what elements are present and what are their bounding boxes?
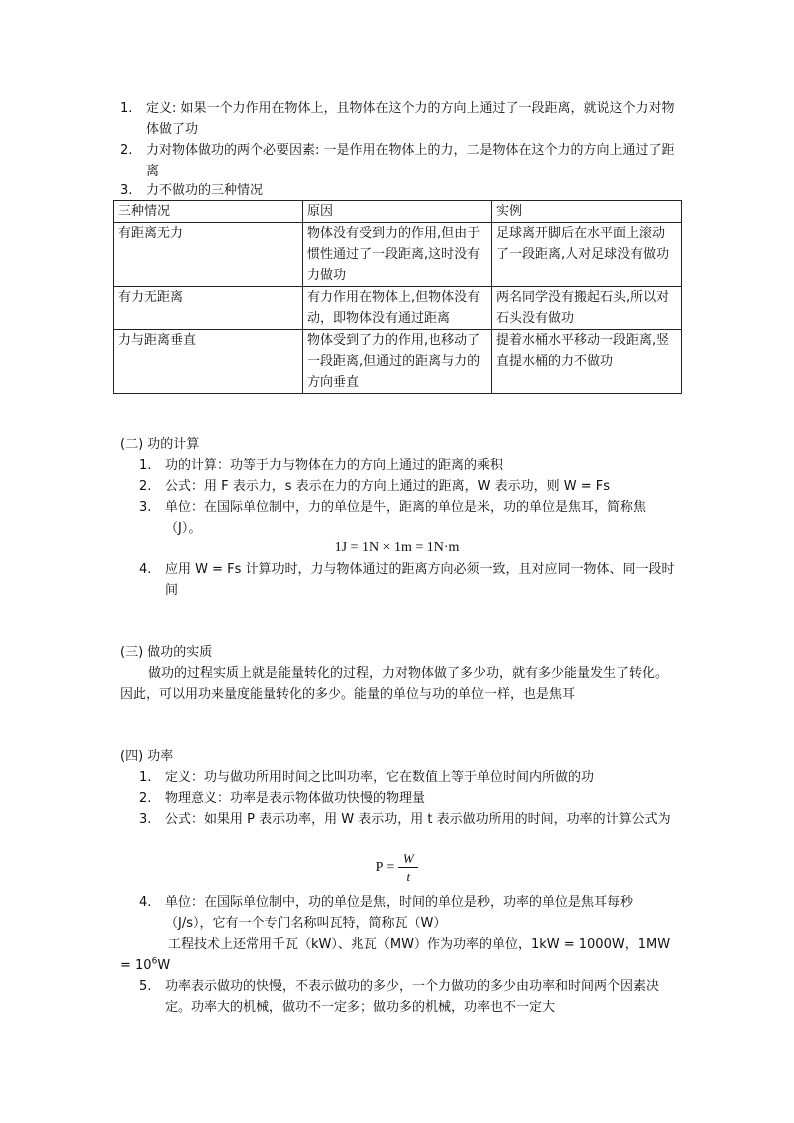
- item-text: 单位：在国际单位制中，功的单位是焦，时间的单位是秒，功率的单位是焦耳每秒（J/s），它有一个专门名称叫瓦特，简称瓦（W）: [165, 895, 634, 931]
- list-item: [139, 809, 677, 830]
- section-heading: (三) 做功的实质: [120, 645, 213, 660]
- table-cell: 有力无距离: [114, 287, 303, 330]
- table-header-row: [114, 201, 682, 223]
- list-item: [139, 892, 677, 934]
- table-row: [114, 287, 682, 330]
- unit-note-exponent: 6: [151, 956, 158, 967]
- item-number: 2.: [120, 143, 133, 158]
- list-item: [139, 788, 677, 809]
- item-number: 1.: [139, 770, 152, 785]
- table-cell: 物体受到了力的作用,也移动了一段距离,但通过的距离与力的方向垂直: [303, 330, 492, 394]
- item-number: 3.: [120, 183, 133, 198]
- item-text: 力不做功的三种情况: [146, 183, 264, 198]
- table-cell: 有力作用在物体上,但物体没有动，即物体没有通过距离: [303, 287, 492, 330]
- unit-note-suffix: W: [157, 958, 171, 973]
- no-work-cases-table: [113, 200, 682, 394]
- item-number: 3.: [139, 500, 152, 515]
- item-text: 公式：用 F 表示力，s 表示在力的方向上通过的距离，W 表示功，则 W = Fs: [165, 479, 611, 494]
- item-text: 功率表示做功的快慢，不表示做功的多少，一个力做功的多少由功率和时间两个因素决定。功率大的机械，做功不一定多；做功多的机械，功率也不一定大: [165, 979, 660, 1015]
- item-text: 单位：在国际单位制中，力的单位是牛，距离的单位是米，功的单位是焦耳，简称焦（J）。: [165, 500, 647, 536]
- list-item: [120, 98, 678, 140]
- body-paragraph: 做功的过程实质上就是能量转化的过程，力对物体做了多少功，就有多少能量发生了转化。因此，可以用功来量度能量转化的多少。能量的单位与功的单位一样，也是焦耳: [120, 666, 669, 702]
- item-number: 1.: [139, 458, 152, 473]
- table-row: [114, 223, 682, 287]
- list-item: [139, 559, 677, 601]
- table-header-cell: 实例: [492, 201, 682, 223]
- list-item: [120, 180, 678, 201]
- list-item: [139, 767, 677, 788]
- item-number: 2.: [139, 479, 152, 494]
- item-number: 4.: [139, 895, 152, 910]
- section-heading: (四) 功率: [120, 749, 174, 764]
- table-header-cell: 原因: [303, 201, 492, 223]
- table-cell: 力与距离垂直: [114, 330, 303, 394]
- list-item: [139, 497, 677, 539]
- item-text: 物理意义：功率是表示物体做功快慢的物理量: [165, 791, 426, 806]
- list-item: [139, 476, 677, 497]
- unit-note-text: 工程技术上还常用千瓦（kW）、兆瓦（MW）作为功率的单位，1kW = 1000W，1MW = 10: [120, 937, 671, 973]
- list-item: [139, 976, 677, 1018]
- item-text: 定义：功与做功所用时间之比叫功率，它在数值上等于单位时间内所做的功: [165, 770, 595, 785]
- table-cell: 物体没有受到力的作用,但由于惯性通过了一段距离,这时没有力做功: [303, 223, 492, 287]
- power-formula: [0, 850, 794, 885]
- unit-note: [120, 934, 676, 976]
- list-item: [139, 455, 677, 476]
- section-heading: (二) 功的计算: [120, 437, 200, 452]
- item-number: 2.: [139, 791, 152, 806]
- item-text: 应用 W = Fs 计算功时，力与物体通过的距离方向必须一致，且对应同一物体、同一段时间: [165, 562, 675, 598]
- item-text: 公式：如果用 P 表示功率，用 W 表示功，用 t 表示做功所用的时间，功率的计算公式为: [165, 812, 671, 827]
- item-number: 5.: [139, 979, 152, 994]
- item-number: 4.: [139, 562, 152, 577]
- formula-lhs: P =: [375, 860, 395, 875]
- work-unit-formula: 1J = 1N × 1m = 1N·m: [334, 540, 460, 555]
- table-cell: 足球离开脚后在水平面上滚动了一段距离,人对足球没有做功: [492, 223, 682, 287]
- item-text: 定义: 如果一个力作用在物体上，且物体在这个力的方向上通过了一段距离，就说这个力对物体做了功: [146, 101, 675, 137]
- table-cell: 有距离无力: [114, 223, 303, 287]
- table-cell: 两名同学没有搬起石头,所以对石头没有做功: [492, 287, 682, 330]
- item-number: 3.: [139, 812, 152, 827]
- formula-denominator: t: [406, 869, 411, 884]
- table-header-cell: 三种情况: [114, 201, 303, 223]
- table-row: [114, 330, 682, 394]
- item-text: 力对物体做功的两个必要因素: 一是作用在物体上的力，二是物体在这个力的方向上通过了距离: [146, 143, 675, 179]
- table-cell: 提着水桶水平移动一段距离,竖直提水桶的力不做功: [492, 330, 682, 394]
- list-item: [120, 140, 678, 182]
- item-text: 功的计算：功等于力与物体在力的方向上通过的距离的乘积: [165, 458, 504, 473]
- formula-numerator: W: [402, 851, 414, 866]
- item-number: 1.: [120, 101, 133, 116]
